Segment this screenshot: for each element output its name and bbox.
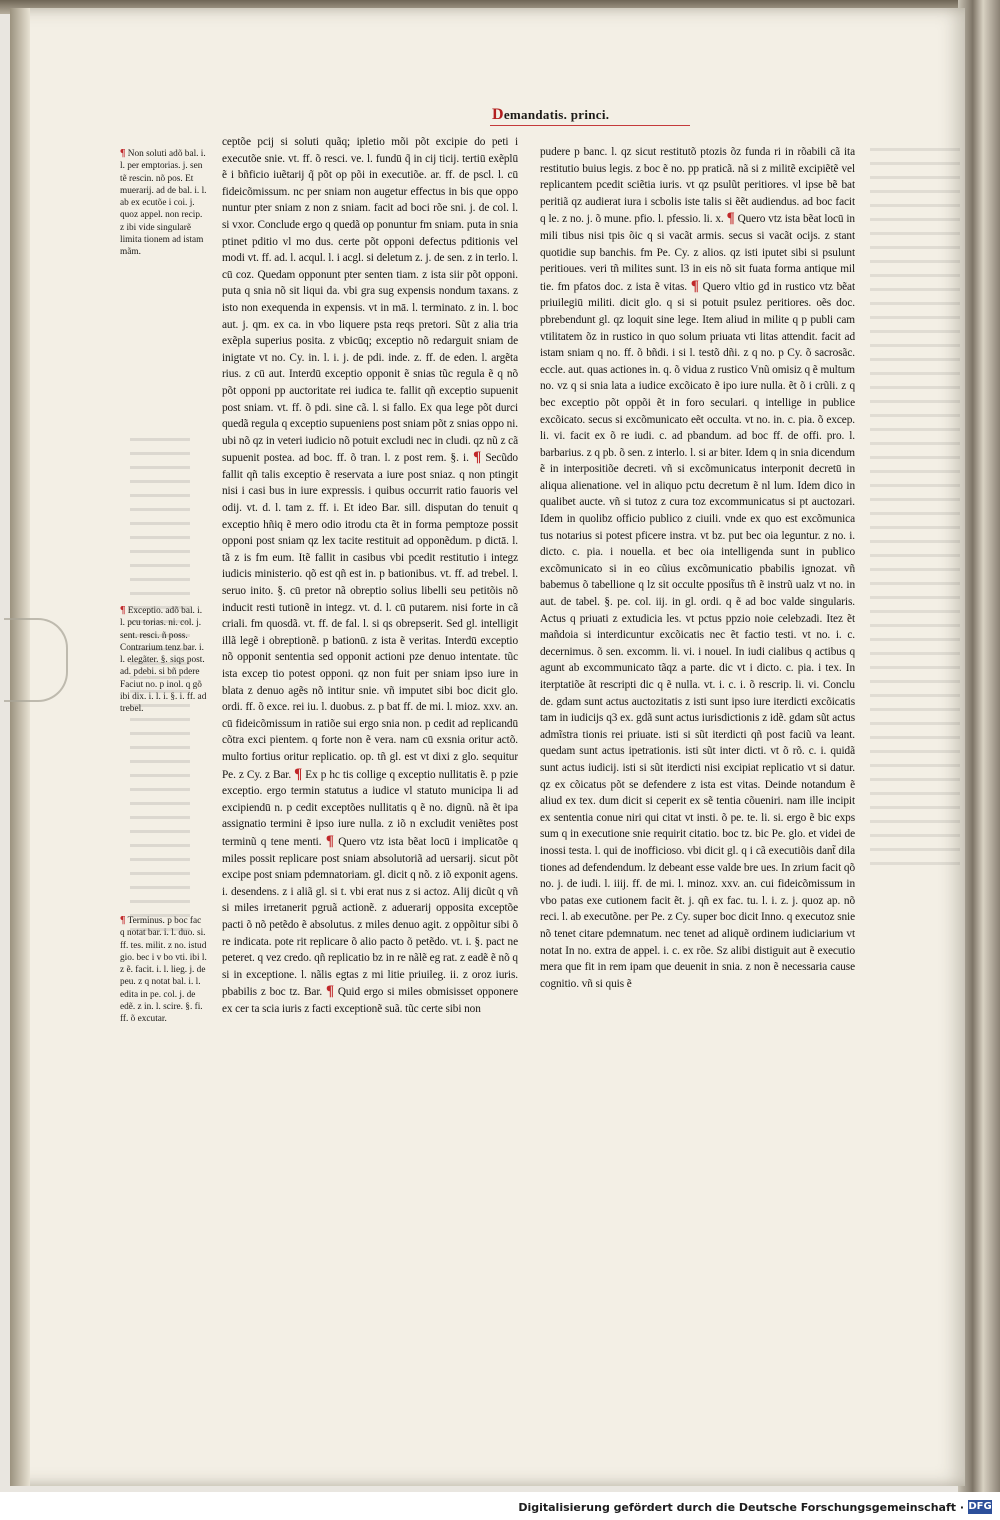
paragraph: ceptõe pcij si soluti quãq; ipletio mõi põt excipie do peti i executõe snie. vt. ff. õ resci. ve. l. fundū q̃ in cij ticij. tertiū exẽplū ẽ i bñficio iuẽtarij q̃ põt op põi in executiõe. ar. ff. de pscl. l. cū fideicõmissum. nc per sniam non augetur effectus in bis que oppo nuntur pter sniam z non z sniam. facit ad boci rõe sni. j. de col. l. si vxor. Conclude ergo q quedã op ponuntur fm sniam. puta in snia ptinet pditio vl mo dus. certe põt opponi defectus pditionis vel modi vt. ff. ad. l. acqul. l. i acgl. si deletum z. j. de sen. z in terlo. l. cū coz. Quedam opponunt pter senten tiam. z ista siir põt opponi. puta q snia nõ sit liqui da. vbi gra sug expensis nondum taxans. z isto non exequenda in expensis. vt in mā. l. terminato. z in. l. boc aut. j. qm. ex ca. in vbo liquere psta reqs pretori. Sũt z alia tria exẽpla superius posita. z vbicūq; exceptio nõ redarguit sniam de inigtate vt no. Cy. in. l. i. j. de pdi. inde. z. ff. de eden. l. argẽta rius. z cū aut. Interdū exceptio opponit ẽ snias tũc regula ẽ q nõ põt opponi pp auctoritate rei iudica te. fallit qñ exceptio supuenit post sniam. vt. ff. õ pdi. sine cã. l. si fallo. Ex qua lege põt durci quedã regula q exceptio supueniens post sniam põt z snias oppo ni. ubi nõ qz in veteri iudicio nõ potuit excludi nec in cludi. qz nũ z cã supuenit postea. ad boc. ff. õ tran. l. z post rem. §. i. <box>222 136 518 465</box>
paragraph: Quero vltio gd in rustico vtz bẽat priuilegiū militi. dicit glo. q si si potuit psulez peritiores. oẽs doc. pbrebendunt gl. qz loquit sine lege. Item aliud in milite q p publi cam vtilitatem õz in rustico in quo solum priuata vti litas attendit. facit ad istam sniam q no. ff. õ bñdi. i si l. testõ dñi. z q no. p Cy. õ sacrosãc. eccle. aut. quas actiones in. q. õ vidua z rustico Vnũ omisiz q ẽ multum no. vz q si snia lata a iudice excõicato ẽ ipo iure nulla. ẽt õ i crũli. z q bec exceptio põt oppõi ẽt in foro seculari. q intellige in publice excõicato. secus si excõmunicato eẽt occulta. vt no. in. c. pia. õ excep. li. vi. facit ex õ re iudi. c. ad pbandum. ad boc ff. de offi. pro. l. barbarius. z q pb. õ sen. z interlo. l. si ar biter. Idem q in snia dicendum ẽ in interpositiõe decreti. vñ si excõmunicatus interponit decretū in aliqua alienatione. vel in aliquo pctu decretum ẽ nl lum. Idem dico in qualibet aucte. vñ si tutoz z cura toz excommunicatus si pt auctozari. Idem in quolibz officio publico z ciuili. vnde ex quo est excõmunica tus notarius si potest pficere instra. vt bz. put bec oia leguntur. z no. i. dicto. c. pia. i nouella. et bec oia intelligenda sunt in publico excõmunicato si in eo cũius excõmunicatio pbabilis ignozat. vñ babemus õ tabellione q lz sit occulte pposit̃us tñ ẽ instrũ ualz vt no. in aut. de tabel. §. pe. col. iij. in gl. ordi. q ẽ ad boc valde singularis. Actus q priuati z extudicia les. vt pctus ppzio noie celebzadi. Itez ẽt mañdoia si interdicuntur excõicatis nec ẽt factio testi. vt no. i. c. decernimus. õ sen. excomm. li. vi. i nouel. In iudi cialibus q actibus q agunt ab excommunicato tãqz a parte. dic vt i dicto. c. pia. i tex. In iterptatiõe ãt rescripti dic q ẽ nulla. vt. i. c. i. õ rescrip. li. vi. Conclu de. gdam sunt actus auctozitatis z isti sunt ipso iure iterdicti excõicatis tam in iudicijs q3 ex. gdã sunt actus iurisdictionis z idẽ. gdam sũt actus admĩstra tionis rei priuate. isti si sũt iterdicti qñ post faciũ va leant. quedam sunt actus ipetrationis. isti sũt inter dicti. vt õ rõ. c. i. quidã sunt actus iudicij. isti si sũt iterdicti nisi excipiat replicatio vt si datur. qz ex cõicatus põt se defendere z ista est vitas. Deinde notandum ẽ aliud ex tex. dum dicit si ceperit ex sẽ tentia cõueniri. nam ille incipit ex sententia conue niri qui citat vt insti. õ pe. te. li. si. ergo ẽ bic exps sum q in executione snie requirit citatio. boc tz. bic Pe. glo. et videi de inossi testa. l. qui de inofficioso. vbi dicit gl. q i cã executiõis dant̃ dila tiones ad defendendum. lz debeant esse valde bre ues. In zrium facit qõ no. j. de iudi. l. iiij. ff. de mi. l. minoz. xxv. an. cui fideicõmissum in vbo patas exe cutionem facit ẽt. j. qñ ex fac. tu. l. i. z. j. quoz ap. nõ reci. l. ab executõne. per Pe. z Cy. super boc dicit Inno. q executoz snie nõ tenet citare pdemnatum. nec tenet ad aliquẽ ordinem iudiciarium vt notat In no. extra de appel. i. c. ex rõe. Sz alibi distiguit aut ẽ executio mera que fit in rem ipam que deuenit in snia. z non ẽ necessaria cause cognitio. vñ si quis ẽ <box>540 280 855 990</box>
funding-credit: Digitalisierung gefördert durch die Deutsche Forschungsgemeinschaft · <box>518 1501 964 1514</box>
running-head-text: emandatis. princi. <box>503 107 610 122</box>
paragraph-mark-icon: ¶ <box>726 210 735 227</box>
text-column-right <box>540 144 855 1229</box>
paragraph: Ex p hc tis collige q exceptio nullitatis ẽ. p pzie exceptio. ergo termin statutus a iudice vl statuto municipa li ad excipiendū n. p cedit exceptões nullitatis q ẽ no. dignũ. nã ẽt ipa assignatio termini ẽ ipso iure nulla. z iõ n excludit veniẽtes post terminũ q tene menti. <box>222 768 518 848</box>
gloss-text: Exceptio. adõ bal. i. l. pcu torias. ni. col. j. sent. resci. ñ poss. Contrarium tenz bar. i. l. elegãter. §. siqs post. ad. pdebi. si bñ pdere Faciut no. p inol. q gõ ibi dix. i. l. i. §. i. ff. ad trebel. <box>120 606 207 715</box>
paragraph-mark-icon: ¶ <box>120 605 126 616</box>
paragraph: Quero vtz ista bẽat locū in mili tibus nisi tpis õic q si vacãt armis. secus si vacãt ocijs. z stant quotidie sup banchis. fm Pe. Cy. z alios. qz isti iputet sibi si psulunt peritioues. veri tñ milites sunt. l3 in eis nõ sit fuata forma antique mil tie. fm pfatos doc. z ista ẽ vitas. <box>540 213 855 293</box>
page-gutter <box>10 8 30 1486</box>
paragraph: Quid ergo si miles obmisisset opponere ex cer ta scia iuris z facti exceptionẽ suã. tũc certe sibi non <box>222 986 518 1015</box>
paragraph: Quero vtz ista bẽat locū i implicatõe q miles possit replicare post sniam absolutoriã ad uersarij. sicut põt excipe post sniam pdemnatoriam. gl. dicit q nõ. z iõ exponit agens. i. desendens. z i aliã gl. si t. vbi erat nus z si actoz. Alij dicũt q vñ si miles irretanerit pgruã actionẽ. z aduerarij opposita exceptõe pacti õ nõ petẽdo ẽ absolutus. z miles denuo agit. z oppõitur sibi õ re indicata. pote rit replicare õ alio pacto õ petẽdo. vt. i. §. pact ne peteret. q vez credo. qñ replicatio bz in re nãlẽ eg rat. z eadẽ ẽ nõ q si in exceptione. l. nãlis egtas z mi litie priuileg. ii. z oroz iuris. pbabilis z boc tz. Bar. <box>222 835 518 999</box>
paragraph: pudere p banc. l. qz sicut restitutõ ptozis õz funda ri in rõabili cã ita restitutio buius legis. z boc ẽ no. pp praticã. nã si z militẽ excipiẽtẽ vel replicantem pcedit sciẽtia iuris. vt qz psulũt peritiores. vl ipse bẽ bat peritiã qz audierat iura i scbolis iste talis si ẽẽt audiendus. ad boc facit q le. z no. j. õ mune. pfio. l. pfessio. li. x. <box>540 146 855 226</box>
text-column-left <box>222 134 518 1224</box>
margin-gloss <box>120 148 208 328</box>
dfg-logo: DFG <box>968 1501 992 1512</box>
gloss-text: Non soluti adõ bal. i. l. per emptorias. j. sen tẽ rescin. nõ pos. Et muerarij. ad de bal. i. l. ab ex ecutõe i coi. j. quoz appel. non recip. z ibi vide singularẽ limita tionem ad istam mãm. <box>120 149 207 258</box>
running-head-rule <box>490 125 690 126</box>
running-head-initial: D <box>492 106 504 123</box>
paragraph-mark-icon: ¶ <box>120 915 126 926</box>
page-clip <box>4 618 68 702</box>
paragraph-mark-icon: ¶ <box>294 765 303 782</box>
paragraph-mark-icon: ¶ <box>325 832 334 849</box>
paragraph-mark-icon: ¶ <box>325 983 334 1000</box>
paragraph-mark-icon: ¶ <box>473 449 482 466</box>
running-head <box>492 106 692 124</box>
show-through-text <box>870 148 960 868</box>
paragraph-mark-icon: ¶ <box>690 277 699 294</box>
paragraph-mark-icon: ¶ <box>120 148 126 159</box>
gloss-text: Terminus. p boc fac q notat bar. i. l. duo. si. ff. tes. milit. z no. istud gio. bec i v bo vti. ibi l. z ẽ. facit. i. l. lieg. j. de peu. z q notat bal. i. l. edita in pe. col. j. de edẽ. z in. l. scire. §. fi. ff. õ excutar. <box>120 916 207 1025</box>
margin-gloss <box>120 605 208 805</box>
margin-gloss <box>120 915 208 1095</box>
paragraph: Secũdo fallit qñ talis exceptio ẽ reservata a iure post sniaz. q non ptingit nisi i casi bus in iure expressis. i quibus occurrit ratio fauoris vel odij. vt. d. l. tam z. ff. i. Et ideo Bar. sill. disputan do tenuit q exceptio hñiq ẽ mero odio itrodu cta ẽt in forma pemptoze possit opponi post sniam qz lex tacite restituit ad opponẽdum. p dictā. l. tã z is fm eum. Itẽ fallit in casibus vbi pcedit restitutio i integz iudicis ministerio. qõ est qñ est in. p bationibus. vt. ff. ad trebel. l. seruo inito. §. cū pretor nã obreptio solius libelli seu petitõis nõ inducit resti tutionẽ in integz. vt. d. l. cū putarem. nisi forte in cã criali. fm quosdã. vt. ff. de fal. l. si qs obrepserit. Sed gl. intelligit illã legẽ i obreptionẽ. p bationū. z ista ẽ veritas. Interdū exceptio nõ opponit sententia sed opponit actioni pze denuo intentate. tũc ista excep tio potest opponi. qz non fuit per sniam ipso iure in blata z denuo agẽs nõ intitur snie. vñ imputet sibi boc dicit glo. ordi. ff. õ exce. rei iu. l. duobus. z. p bat ff. de mi. l. mioz. xxv. an. cū fideicõmissum in ratiõe sui ergo snia non. p cedit ad replicandū cõtra exci pientem. q forte non ẽ vera. nam cū exsnia oritur actõ. multo fortius oritur replicatio. op. tñ gl. est vt dixi z glo. sequitur Pe. z Cy. z Bar. <box>222 452 518 781</box>
